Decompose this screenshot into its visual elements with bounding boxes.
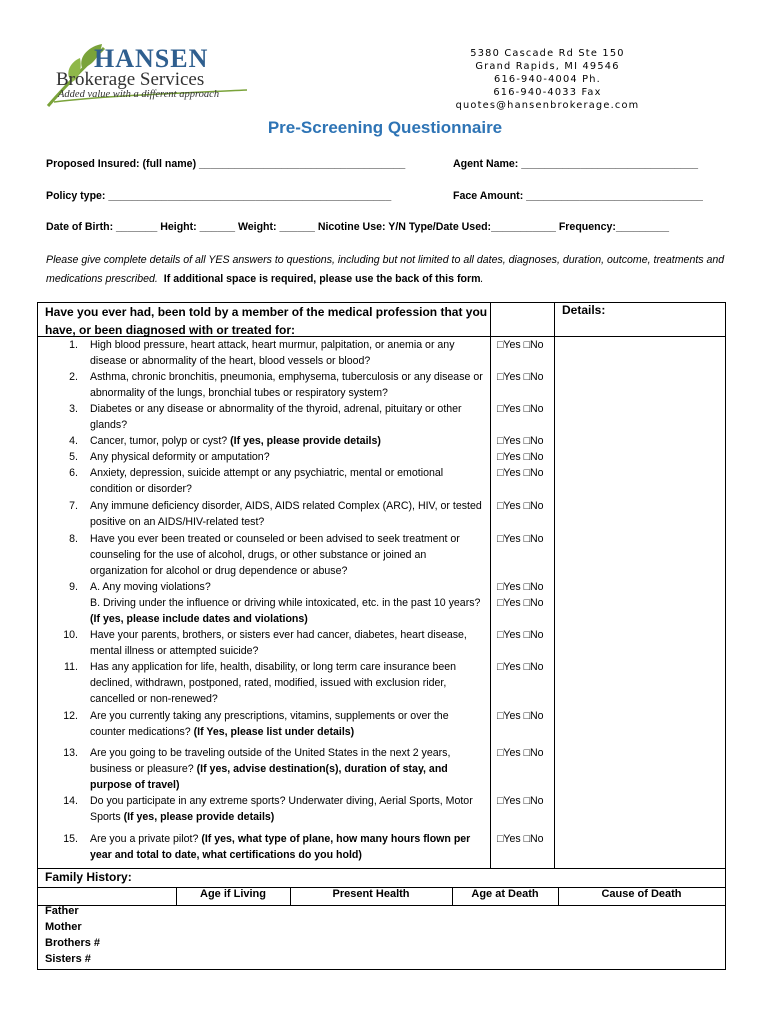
question-text — [90, 708, 485, 740]
page-title: Pre-Screening Questionnaire — [267, 118, 503, 137]
yes-no-checkbox-1[interactable]: □Yes □No — [497, 339, 544, 351]
question-text-main: Are you currently taking any prescriptions, vitamins, supplements or over the counter medications? — [90, 710, 449, 738]
question-text-bold: (If yes, advise destination(s), duration of stay, and purpose of travel) — [90, 763, 448, 791]
logo-tagline: Added value with a different approach — [58, 89, 220, 100]
question-number: 10. — [63, 629, 78, 641]
yes-no-checkbox-5[interactable]: □Yes □No — [497, 451, 544, 463]
fax-line: 616-940-4033 Fax — [493, 87, 602, 98]
yes-no-checkbox-14[interactable]: □Yes □No — [497, 795, 544, 807]
yes-no-checkbox-9b[interactable]: □Yes □No — [497, 597, 544, 609]
question-text: High blood pressure, heart attack, heart murmur, palpitation, or anemia or any disease or abnormality of the heart, blood vessels or blood? — [90, 339, 455, 367]
dob-height-weight-nicotine-field[interactable]: Date of Birth: _______ Height: ______ Weight: ______ Nicotine Use: Y/N Type/Date Used:___________ Frequency:_________ — [46, 221, 669, 233]
company-logo — [42, 38, 257, 110]
yes-no-checkbox-13[interactable]: □Yes □No — [497, 747, 544, 759]
question-text-main: Do you participate in any extreme sports? Underwater diving, Aerial Sports, Motor Sports — [90, 795, 473, 823]
question-text-main: Cancer, tumor, polyp or cyst? — [90, 435, 228, 447]
email-line: quotes@hansenbrokerage.com — [455, 100, 640, 111]
question-text-bold: (If yes, please provide details) — [230, 435, 381, 447]
question-number: 15. — [63, 833, 78, 845]
question-number: 2. — [69, 371, 78, 383]
phone-line: 616-940-4004 Ph. — [494, 74, 601, 85]
question-text-a: A. Any moving violations? — [90, 581, 211, 593]
question-text-bold: (If yes, please include dates and violations) — [90, 613, 308, 625]
question-number: 6. — [69, 467, 78, 479]
questions-header: Have you ever had, been told by a member of the medical profession that you have, or been diagnosed with or treated for: — [45, 305, 488, 337]
agent-name-field[interactable]: Agent Name: ______________________________ — [453, 158, 699, 170]
question-text — [90, 745, 485, 793]
question-text: Anxiety, depression, suicide attempt or any psychiatric, mental or emotional condition or disorder? — [90, 467, 444, 495]
questions-table — [37, 302, 726, 970]
face-amount-field[interactable]: Face Amount: ______________________________ — [453, 190, 703, 202]
col-age-at-death: Age at Death — [471, 888, 539, 900]
family-row-father: Father — [45, 905, 79, 917]
family-row-sisters: Sisters # — [45, 953, 91, 965]
question-number: 8. — [69, 533, 78, 545]
yes-no-checkbox-12[interactable]: □Yes □No — [497, 710, 544, 722]
question-text: Have your parents, brothers, or sisters ever had cancer, diabetes, heart disease, mental illness or attempted suicide? — [90, 629, 467, 657]
address-line: 5380 Cascade Rd Ste 150 — [470, 48, 625, 59]
logo-title: HANSEN — [94, 44, 209, 73]
question-text: Any physical deformity or amputation? — [90, 451, 270, 463]
yes-no-checkbox-2[interactable]: □Yes □No — [497, 371, 544, 383]
address-line: Grand Rapids, MI 49546 — [475, 61, 620, 72]
question-number: 7. — [69, 500, 78, 512]
yes-no-checkbox-8[interactable]: □Yes □No — [497, 533, 544, 545]
yes-no-checkbox-15[interactable]: □Yes □No — [497, 833, 544, 845]
policy-type-field[interactable]: Policy type: ________________________________________________ — [46, 190, 392, 202]
question-number: 5. — [69, 451, 78, 463]
instructions-text: Please give complete details of all YES answers to questions, including but not limited to all dates, diagnoses, duration, outcome, treatments and medications prescribed. — [46, 254, 725, 285]
question-number: 11. — [64, 661, 78, 673]
question-text — [90, 831, 485, 863]
question-number: 4. — [69, 435, 78, 447]
question-text: Diabetes or any disease or abnormality of the thyroid, adrenal, pituitary or other glands? — [90, 403, 462, 431]
family-history-header: Family History: — [45, 870, 132, 884]
question-text-main: Are you going to be traveling outside of the United States in the next 2 years, business or pleasure? — [90, 747, 451, 775]
yes-no-checkbox-11[interactable]: □Yes □No — [497, 661, 544, 673]
question-text: Any immune deficiency disorder, AIDS, AIDS related Complex (ARC), HIV, or tested positive on an AIDS/HIV-related test? — [90, 500, 482, 528]
question-text — [90, 433, 485, 449]
question-text — [90, 793, 485, 825]
col-age-if-living: Age if Living — [200, 888, 266, 900]
question-text — [90, 579, 485, 627]
question-number: 3. — [69, 403, 78, 415]
yes-no-checkbox-4[interactable]: □Yes □No — [497, 435, 544, 447]
proposed-insured-field[interactable]: Proposed Insured: (full name) ___________________________________ — [46, 158, 406, 170]
question-text: Asthma, chronic bronchitis, pneumonia, emphysema, tuberculosis or any disease or abnormality of the lungs, bronchial tubes or respiratory system? — [90, 371, 483, 399]
col-present-health: Present Health — [332, 888, 410, 900]
yes-no-checkbox-7[interactable]: □Yes □No — [497, 500, 544, 512]
question-text-bold: (If Yes, please list under details) — [193, 726, 355, 738]
question-number: 13. — [63, 747, 78, 759]
company-address — [440, 47, 655, 112]
logo-subtitle: Brokerage Services — [56, 69, 205, 90]
instructions-end: . — [480, 273, 484, 285]
question-number: 9. — [69, 581, 78, 593]
instructions-bold: If additional space is required, please use the back of this form — [163, 273, 481, 285]
yes-no-checkbox-3[interactable]: □Yes □No — [497, 403, 544, 415]
question-text: Have you ever been treated or counseled or been advised to seek treatment or counseling for the use of alcohol, drugs, or other substance or joined an organization for alcohol or drug dependence or abuse? — [90, 533, 460, 577]
question-text: Has any application for life, health, disability, or long term care insurance been declined, withdrawn, postponed, rated, modified, issued with exclusion rider, cancelled or non-renewed? — [90, 661, 457, 705]
family-row-brothers: Brothers # — [45, 937, 101, 949]
details-header: Details: — [562, 303, 606, 317]
yes-no-checkbox-9a[interactable]: □Yes □No — [497, 581, 544, 593]
col-cause-of-death: Cause of Death — [601, 888, 682, 900]
question-text-bold: (If yes, what type of plane, how many hours flown per year and total to date, what certifications do you hold) — [90, 833, 471, 861]
yes-no-checkbox-6[interactable]: □Yes □No — [497, 467, 544, 479]
instructions — [46, 251, 746, 289]
question-number: 14. — [63, 795, 78, 807]
family-row-mother: Mother — [45, 921, 82, 933]
question-number: 12. — [63, 710, 78, 722]
question-number: 1. — [69, 339, 78, 351]
question-text-b: B. Driving under the influence or driving while intoxicated, etc. in the past 10 years? — [90, 597, 481, 609]
question-text-main: Are you a private pilot? — [90, 833, 199, 845]
yes-no-checkbox-10[interactable]: □Yes □No — [497, 629, 544, 641]
question-text-bold: (If yes, please provide details) — [123, 811, 275, 823]
